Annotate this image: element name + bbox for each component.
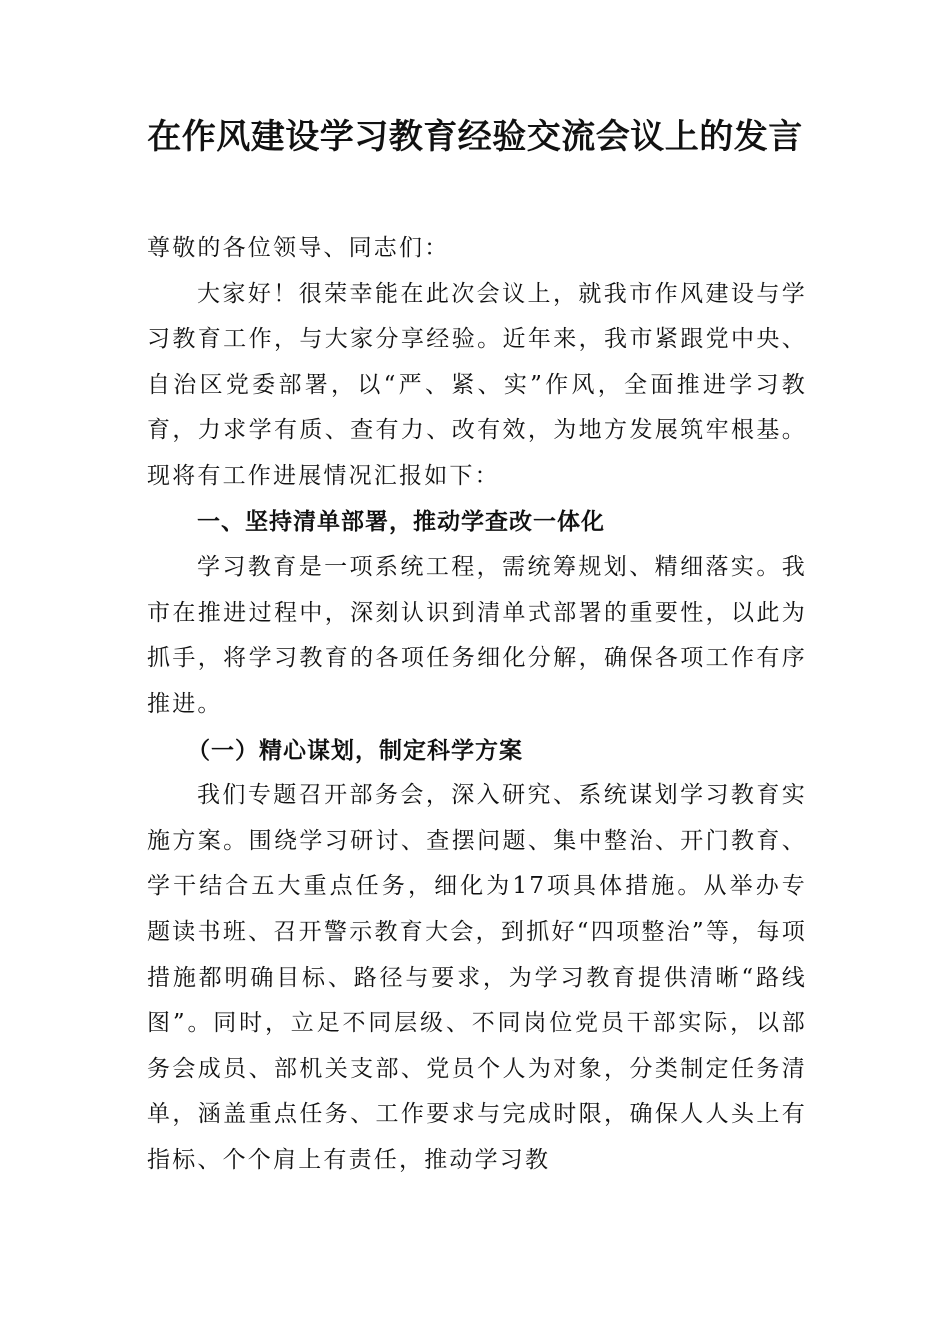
salutation: 尊敬的各位领导、同志们： [147, 235, 450, 261]
section-1-paragraph: 学习教育是一项系统工程，需统筹规划、精细落实。我市在推进过程中，深刻认识到清单式部署的重要性，以此为抓手，将学习教育的各项任务细化分解，确保各项工作有序推进。 [147, 554, 807, 717]
intro-paragraph: 大家好！很荣幸能在此次会议上，就我市作风建设与学习教育工作，与大家分享经验。近年来，我市紧跟党中央、自治区党委部署，以“严、紧、实”作风，全面推进学习教育，力求学有质、查有力、改有效，为地方发展筑牢根基。现将有工作进展情况汇报如下： [147, 280, 807, 489]
section-heading-1: 一、坚持清单部署，推动学查改一体化 [197, 508, 605, 535]
subsection-1-paragraph: 我们专题召开部务会，深入研究、系统谋划学习教育实施方案。围绕学习研讨、查摆问题、集中整治、开门教育、学干结合五大重点任务，细化为17项具体措施。从举办专题读书班、召开警示教育大会，到抓好“四项整治”等，每项措施都明确目标、路径与要求，为学习教育提供清晰“路线图”。同时，立足不同层级、不同岗位党员干部实际，以部务会成员、部机关支部、党员个人为对象，分类制定任务清单，涵盖重点任务、工作要求与完成时限，确保人人头上有指标、个个肩上有责任，推动学习教 [147, 782, 807, 1173]
document-title: 在作风建设学习教育经验交流会议上的发言 [147, 117, 803, 157]
subsection-heading-1: （一）精心谋划，制定科学方案 [187, 736, 523, 764]
document-body [147, 226, 807, 1183]
